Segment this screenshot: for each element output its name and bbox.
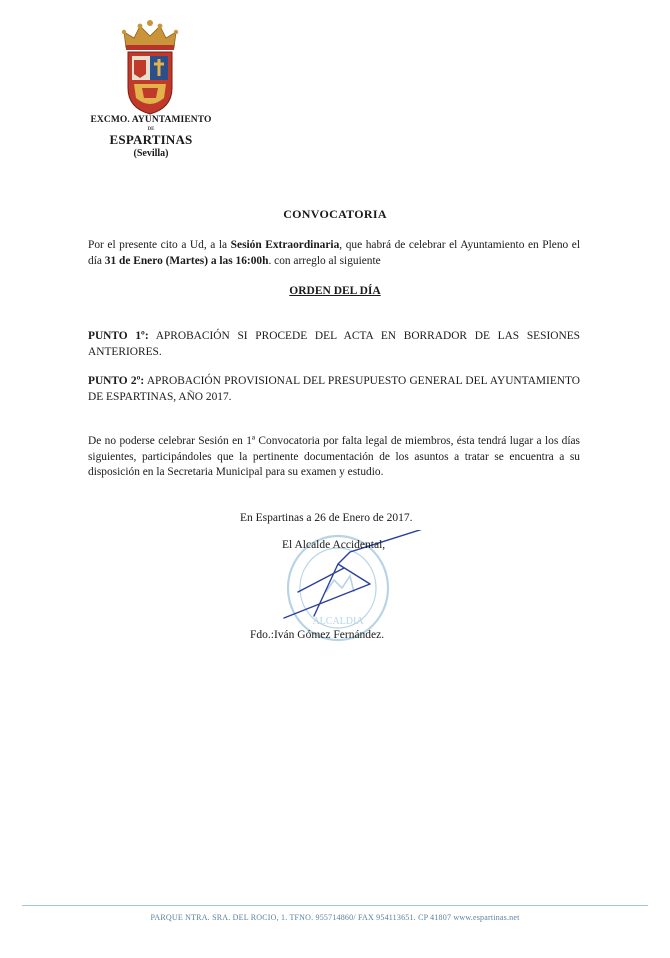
agenda-item-2: [88, 374, 580, 405]
footer-divider: [22, 905, 648, 906]
document-title: CONVOCATORIA: [283, 207, 387, 221]
closing-paragraph: De no poderse celebrar Sesión en 1ª Convocatoria por falta legal de miembros, ésta tendrá lugar a los días siguientes, participándoles que la pertinente documentación de los asuntos a tratar se encuentra a su disposición en la Secretaria Municipal para su examen y estudio.: [88, 435, 580, 478]
coat-of-arms-icon: [116, 18, 184, 118]
intro-text-1: Por el presente cito a Ud, a la: [88, 239, 231, 251]
agenda-item-2-label: PUNTO 2º:: [88, 375, 145, 387]
session-type: Sesión Extraordinaria: [230, 239, 340, 251]
intro-text-2: , que habrá de celebrar el Ayuntamiento en Pleno el día: [88, 239, 580, 267]
session-datetime: 31 de Enero (Martes) a las 16:00h: [104, 254, 269, 267]
org-name: ESPARTINAS: [109, 132, 193, 147]
date-line: En Espartinas a 26 de Enero de 2017.: [240, 512, 413, 524]
shield-icon: [128, 52, 172, 114]
signer-name: Fdo.:Iván Gómez Fernández.: [250, 629, 385, 641]
stamp-text: ALCALDIA: [312, 616, 364, 627]
agenda-item-1-text: APROBACIÓN SI PROCEDE DEL ACTA EN BORRADOR DE LAS SESIONES ANTERIORES.: [88, 330, 580, 358]
agenda-item-2-text: APROBACIÓN PROVISIONAL DEL PRESUPUESTO GENERAL DEL AYUNTAMIENTO DE ESPARTINAS, AÑO 2017.: [88, 375, 581, 403]
org-title: EXCMO. AYUNTAMIENTO: [90, 115, 212, 125]
signer-title: El Alcalde Accidental,: [282, 539, 386, 551]
footer-address: PARQUE NTRA. SRA. DEL ROCIO, 1. TFNO. 955714860/ FAX 954113651. CP 41807 www.espartinas.net: [150, 913, 520, 922]
intro-text-3: . con arreglo al siguiente: [268, 254, 381, 267]
org-province: (Sevilla): [133, 148, 169, 159]
intro-paragraph: [88, 238, 580, 269]
agenda-title: ORDEN DEL DÍA: [289, 285, 381, 297]
agenda-item-1: [88, 329, 580, 360]
agenda-item-1-label: PUNTO 1º:: [88, 330, 149, 342]
org-preposition: DE: [147, 127, 155, 132]
crown-icon: [122, 20, 178, 50]
